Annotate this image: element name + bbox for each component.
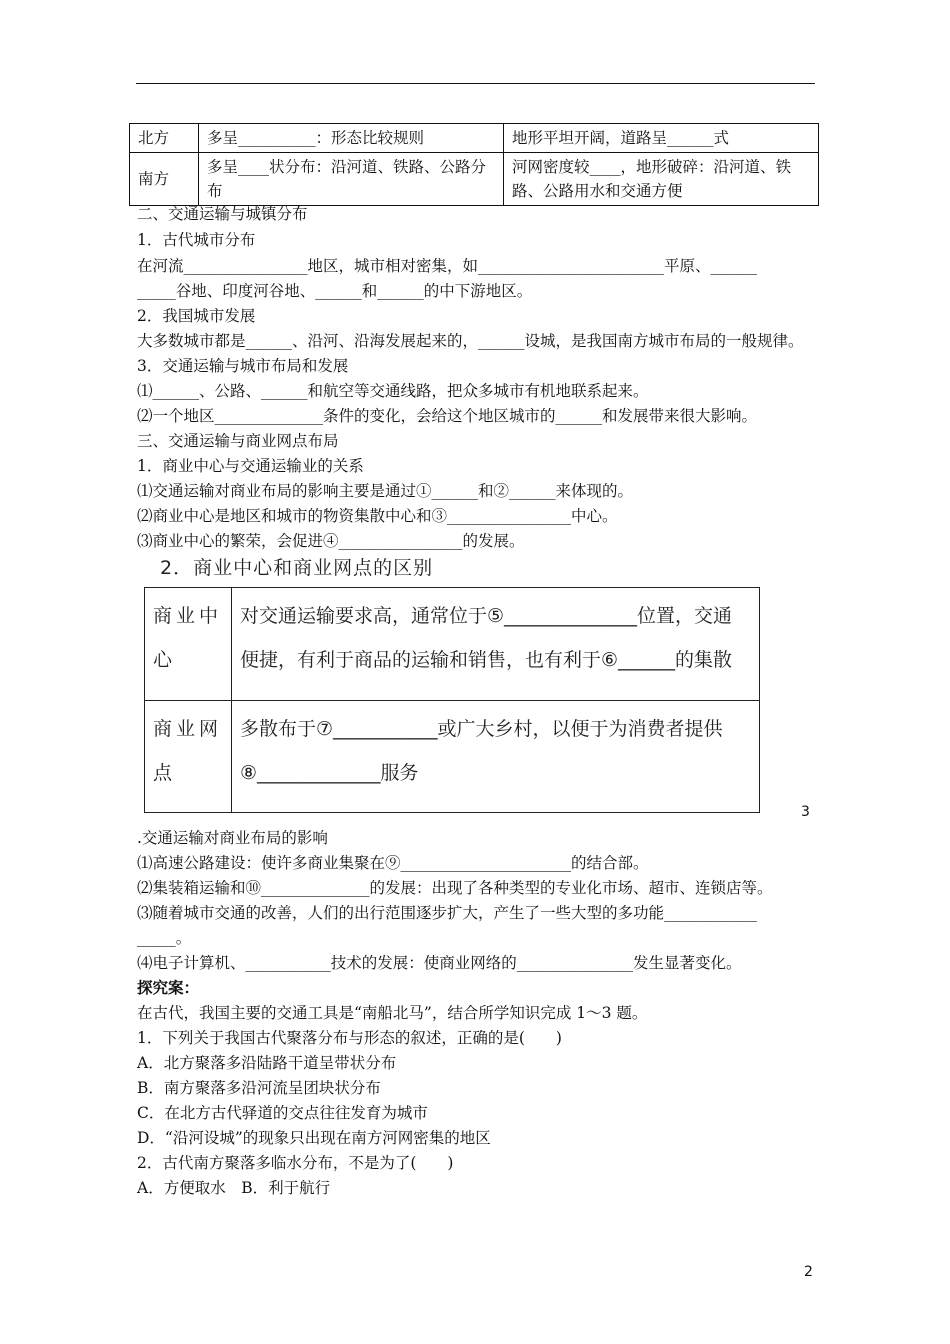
text-line: ⑷电子计算机、___________技术的发展：使商业网络的_______________发生显著变化。 bbox=[137, 954, 742, 972]
text-line: ⑴高速公路建设：使许多商业集聚在⑨______________________的结合部。 bbox=[137, 854, 649, 872]
option: A．方便取水 B．利于航行 bbox=[137, 1179, 331, 1197]
subsection-heading: 1．古代城市分布 bbox=[137, 231, 256, 249]
table-row bbox=[130, 153, 819, 206]
text-line: ⑴______、公路、______和航空等交通线路，把众多城市有机地联系起来。 bbox=[137, 382, 649, 400]
text-line: ⑵集装箱运输和⑩______________的发展：出现了各种类型的专业化市场、超市、连锁店等。 bbox=[137, 879, 773, 897]
table-row bbox=[145, 700, 760, 813]
option: C．在北方古代驿道的交点往往发育为城市 bbox=[137, 1104, 428, 1122]
subsection-heading: 3．交通运输与城市布局和发展 bbox=[137, 357, 349, 375]
section-heading: 三、交通运输与商业网点布局 bbox=[137, 432, 339, 450]
section-heading: 二、交通运输与城镇分布 bbox=[137, 205, 308, 223]
question: 2．古代南方聚落多临水分布，不是为了( ) bbox=[137, 1154, 454, 1172]
option: D．“沿河设城”的现象只出现在南方河网密集的地区 bbox=[137, 1129, 491, 1147]
reason-cell: 地形平坦开阔，道路呈______式 bbox=[504, 124, 819, 153]
commerce-table bbox=[144, 587, 760, 813]
header-rule bbox=[136, 83, 815, 84]
text-line: 大多数城市都是______、沿河、沿海发展起来的，______设城，是我国南方城市布局的一般规律。 bbox=[137, 332, 804, 350]
outlet-text: 多散布于⑦___________或广大乡村，以便于为消费者提供⑧_____________服务 bbox=[232, 700, 760, 813]
subsection-heading: .交通运输对商业布局的影响 bbox=[137, 829, 328, 847]
form-cell: 多呈____状分布：沿河道、铁路、公路分布 bbox=[199, 153, 504, 206]
text-line: ⑵商业中心是地区和城市的物资集散中心和③________________中心。 bbox=[137, 507, 618, 525]
table-row bbox=[145, 588, 760, 701]
text-line: ⑴交通运输对商业布局的影响主要是通过①______和②______来体现的。 bbox=[137, 482, 634, 500]
page-number: 2 bbox=[804, 1264, 813, 1280]
form-cell: 多呈__________：形态比较规则 bbox=[199, 124, 504, 153]
text-line: 在河流________________地区，城市相对密集，如________________________平原、______ bbox=[137, 257, 758, 275]
text-line: ⑶随着城市交通的改善，人们的出行范围逐步扩大，产生了一些大型的多功能____________ bbox=[137, 904, 758, 922]
region-cell: 南方 bbox=[130, 153, 199, 206]
side-number: 3 bbox=[801, 804, 810, 820]
text-line: _____谷地、印度河谷地、______和______的中下游地区。 bbox=[137, 282, 533, 300]
subsection-heading: 1．商业中心与交通运输业的关系 bbox=[137, 457, 364, 475]
reason-cell: 河网密度较____，地形破碎：沿河道、铁路、公路用水和交通方便 bbox=[504, 153, 819, 206]
text-line: ⑶商业中心的繁荣，会促进④________________的发展。 bbox=[137, 532, 525, 550]
settlement-table bbox=[129, 123, 819, 206]
explore-heading: 探究案： bbox=[137, 978, 200, 997]
text-line: 在古代，我国主要的交通工具是“南船北马”，结合所学知识完成 1～3 题。 bbox=[137, 1004, 648, 1022]
subsection-heading: 2．我国城市发展 bbox=[137, 307, 256, 325]
region-cell: 北方 bbox=[130, 124, 199, 153]
outlet-label: 商业网点 bbox=[145, 700, 232, 813]
question: 1．下列关于我国古代聚落分布与形态的叙述，正确的是( ) bbox=[137, 1029, 562, 1047]
subsection-heading: 2．商业中心和商业网点的区别 bbox=[160, 557, 434, 579]
table-row bbox=[130, 124, 819, 153]
text-line: ⑵一个地区______________条件的变化，会给这个地区城市的______和发展带来很大影响。 bbox=[137, 407, 758, 425]
center-text: 对交通运输要求高，通常位于⑤______________位置，交通便捷，有利于商品的运输和销售，也有利于⑥______的集散 bbox=[232, 588, 760, 701]
center-label: 商业中心 bbox=[145, 588, 232, 701]
text-line: _____。 bbox=[137, 929, 192, 947]
option: B．南方聚落多沿河流呈团块状分布 bbox=[137, 1079, 381, 1097]
option: A．北方聚落多沿陆路干道呈带状分布 bbox=[137, 1054, 397, 1072]
